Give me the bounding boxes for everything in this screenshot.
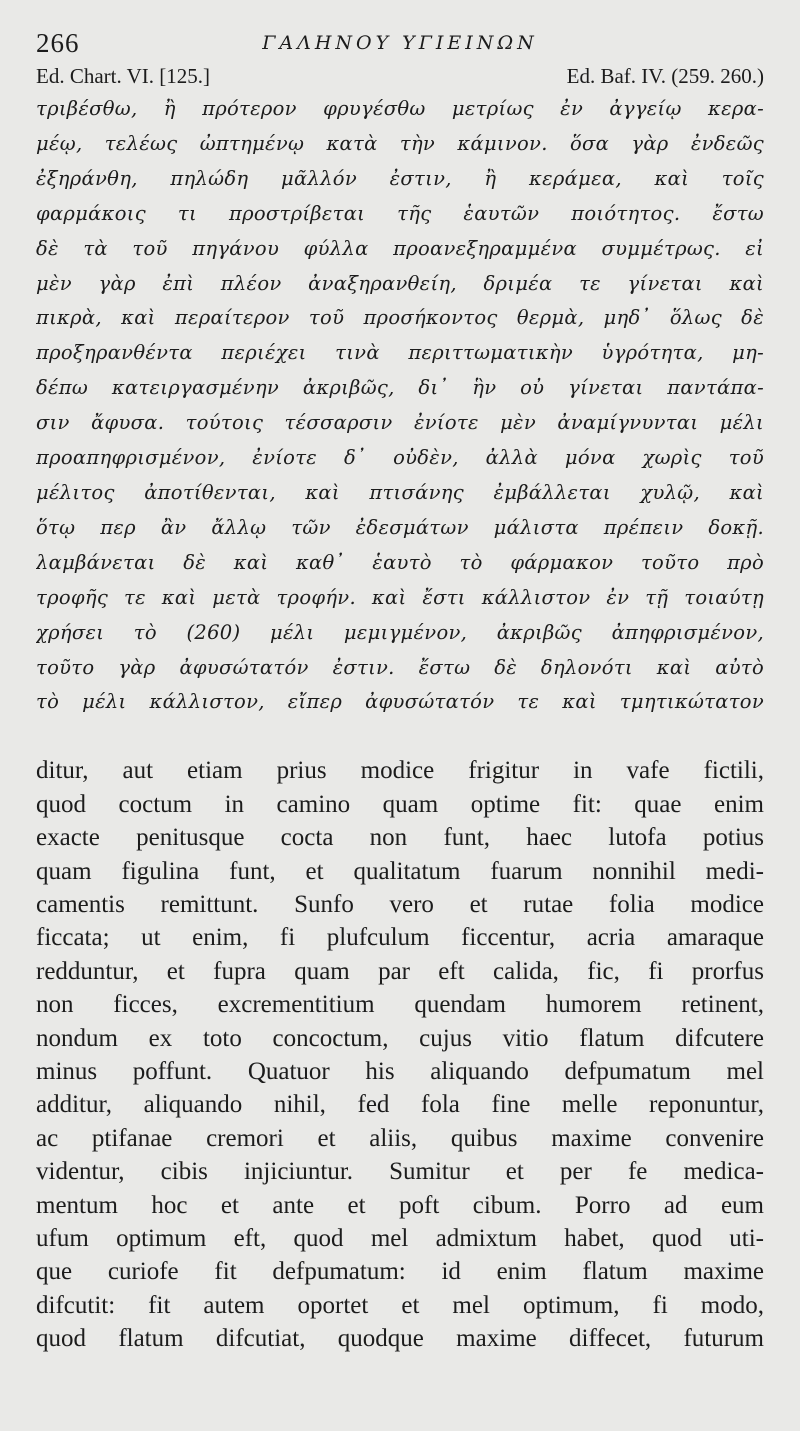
greek-text-line: δὲ τὰ τοῦ πηγάνου φύλλα προανεξηραμμένα συμμέτρως. εἰ (36, 236, 764, 260)
greek-text-line: μὲν γὰρ ἐπὶ πλέον ἀναξηρανθείη, δριμέα τε γίνεται καὶ (36, 271, 764, 295)
latin-text-line: difcutit: fit autem oportet et mel optimum, fi modo, (36, 1291, 764, 1319)
edition-reference-chartier: Ed. Chart. VI. [125.] (36, 64, 210, 88)
greek-text-block (36, 92, 764, 720)
latin-text-line: ficcata; ut enim, fi plufculum ficcentur, acria amaraque (36, 924, 764, 952)
greek-text-line: τὸ μέλι κάλλιστον, εἴπερ ἀφυσώτατόν τε καὶ τμητικώτατον (36, 690, 764, 714)
latin-text-line: nondum ex toto concoctum, cujus vitio flatum difcutere (36, 1024, 764, 1052)
greek-text-line: προαπηφρισμένον, ἐνίοτε δ᾽ οὐδὲν, ἀλλὰ μόνα χωρὶς τοῦ (36, 446, 764, 470)
latin-text-line: exacte penitusque cocta non funt, haec lutofa potius (36, 824, 764, 852)
edition-references (36, 62, 764, 92)
greek-text-line: τροφῆς τε καὶ μετὰ τροφήν. καὶ ἔστι κάλλιστον ἐν τῇ τοιαύτῃ (36, 585, 764, 609)
latin-text-line: ditur, aut etiam prius modice frigitur in vafe fictili, (36, 757, 764, 785)
latin-text-line: additur, aliquando nihil, fed fola fine melle reponuntur, (36, 1091, 764, 1119)
latin-text-line: quod flatum difcutiat, quodque maxime diffecet, futurum (36, 1325, 764, 1353)
latin-text-line: quod coctum in camino quam optime fit: quae enim (36, 790, 764, 818)
running-title: ΓΑΛΗΝΟΥ ΥΓΙΕΙΝΩΝ (262, 32, 538, 54)
greek-text-line: τριβέσθω, ἢ πρότερον φρυγέσθω μετρίως ἐν ἀγγείῳ κερα- (36, 97, 764, 120)
greek-text-line: ὅτῳ περ ἂν ἄλλῳ τῶν ἐδεσμάτων μάλιστα πρέπειν δοκῇ. (36, 515, 764, 539)
latin-text-block (36, 754, 764, 1355)
greek-text-line: μέλιτος ἀποτίθενται, καὶ πτισάνης ἐμβάλλεται χυλῷ, καὶ (36, 480, 764, 504)
greek-text-line: ἐξηράνθη, πηλώδη μᾶλλόν ἐστιν, ἢ κεράμεα, καὶ τοῖς (36, 166, 764, 190)
latin-text-line: ac ptifanae cremori et aliis, quibus maxime convenire (36, 1124, 764, 1152)
greek-text-line: τοῦτο γὰρ ἀφυσώτατόν ἐστιν. ἔστω δὲ δηλονότι καὶ αὐτὸ (36, 655, 764, 679)
greek-text-line: προξηρανθέντα περιέχει τινὰ περιττωματικὴν ὑγρότητα, μη- (36, 341, 764, 365)
latin-text-line: non ficces, excrementitium quendam humorem retinent, (36, 991, 764, 1019)
latin-text-line: minus poffunt. Quatuor his aliquando defpumatum mel (36, 1057, 764, 1085)
latin-text-line: ufum optimum eft, quod mel admixtum habet, quod uti- (36, 1225, 764, 1252)
page-header (36, 22, 764, 62)
greek-text-line: φαρμάκοις τι προστρίβεται τῆς ἑαυτῶν ποιότητος. ἔστω (36, 201, 764, 225)
page-number: 266 (36, 28, 80, 58)
greek-text-line: σιν ἄφυσα. τούτοις τέσσαρσιν ἐνίοτε μὲν ἀναμίγνυνται μέλι (36, 411, 764, 435)
latin-text-line: camentis remittunt. Sunfo vero et rutae folia modice (36, 890, 764, 918)
latin-text-line: videntur, cibis injiciuntur. Sumitur et per fe medica- (36, 1158, 764, 1186)
greek-text-line: μέῳ, τελέως ὠπτημένῳ κατὰ τὴν κάμινον. ὅσα γὰρ ἐνδεῶς (36, 131, 764, 155)
greek-text-line: χρήσει τὸ (260) μέλι μεμιγμένον, ἀκριβῶς ἀπηφρισμένον, (36, 620, 764, 644)
latin-text-line: mentum hoc et ante et poft cibum. Porro ad eum (36, 1191, 764, 1219)
latin-text-line: quam figulina funt, et qualitatum fuarum nonnihil medi- (36, 857, 764, 885)
edition-reference-basel: Ed. Baf. IV. (259. 260.) (566, 64, 764, 88)
latin-text-line: que curiofe fit defpumatum: id enim flatum maxime (36, 1258, 764, 1286)
latin-text-line: redduntur, et fupra quam par eft calida, fic, fi prorfus (36, 957, 764, 985)
greek-text-line: δέπω κατειργασμένην ἀκριβῶς, δι᾽ ἣν οὐ γίνεται παντάπα- (36, 376, 764, 400)
greek-text-line: πικρὰ, καὶ περαίτερον τοῦ προσήκοντος θερμὰ, μηδ᾽ ὅλως δὲ (36, 306, 764, 330)
greek-text-line: λαμβάνεται δὲ καὶ καθ᾽ ἑαυτὸ τὸ φάρμακον τοῦτο πρὸ (36, 550, 764, 574)
